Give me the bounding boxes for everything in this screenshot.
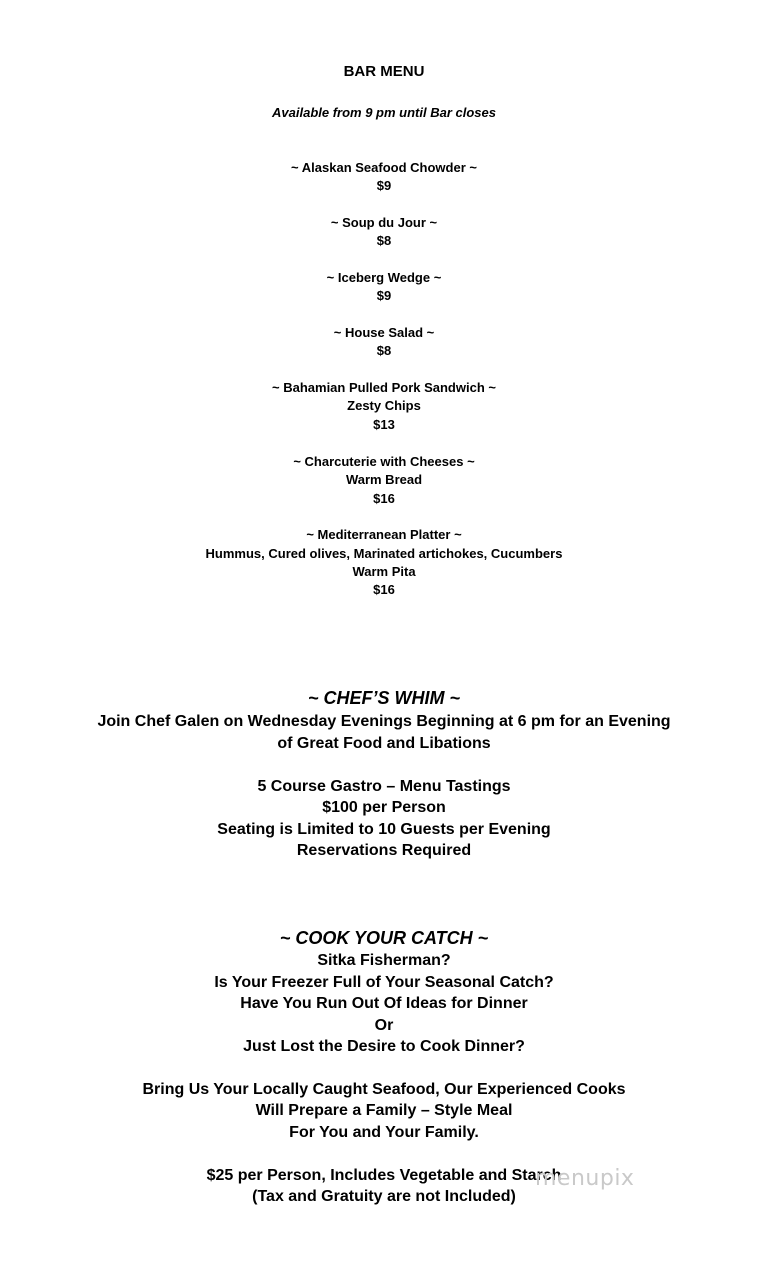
cook-your-catch-offer: Bring Us Your Locally Caught Seafood, Our Experienced Cooks <box>142 1081 626 1098</box>
cook-your-catch-question: Or <box>374 1017 394 1034</box>
chefs-whim-intro: Join Chef Galen on Wednesday Evenings Beginning at 6 pm for an Evening <box>97 713 671 730</box>
cook-your-catch-offer: For You and Your Family. <box>289 1124 479 1141</box>
menu-item-price: $16 <box>373 491 395 506</box>
chefs-whim-detail: Reservations Required <box>296 842 472 859</box>
cook-your-catch-question: Sitka Fisherman? <box>317 952 451 969</box>
menu-item-price: $9 <box>376 178 392 193</box>
menu-item-price: $8 <box>376 343 392 358</box>
menu-item-name: ~ Alaskan Seafood Chowder ~ <box>291 160 477 175</box>
chefs-whim-intro: of Great Food and Libations <box>277 735 491 752</box>
menupix-watermark: menupix <box>535 1166 635 1191</box>
menu-item-name: ~ House Salad ~ <box>333 325 435 340</box>
chefs-whim-detail: 5 Course Gastro – Menu Tastings <box>257 778 511 795</box>
menu-item-detail: Hummus, Cured olives, Marinated artichokes, Cucumbers <box>205 546 563 561</box>
cook-your-catch-question: Have You Run Out Of Ideas for Dinner <box>240 995 528 1012</box>
chefs-whim-detail: Seating is Limited to 10 Guests per Evening <box>217 821 551 838</box>
menu-item-price: $9 <box>376 288 392 303</box>
menu-item-name: ~ Soup du Jour ~ <box>330 215 438 230</box>
menu-item-price: $16 <box>373 582 395 597</box>
menu-item-price: $13 <box>373 417 395 432</box>
menu-item-detail: Zesty Chips <box>347 398 421 413</box>
menu-item-price: $8 <box>376 233 392 248</box>
menu-item-name: ~ Bahamian Pulled Pork Sandwich ~ <box>272 380 496 395</box>
cook-your-catch-question: Is Your Freezer Full of Your Seasonal Catch? <box>214 974 554 991</box>
menu-item-name: ~ Mediterranean Platter ~ <box>306 527 462 542</box>
cook-your-catch-pricing: (Tax and Gratuity are not Included) <box>252 1188 516 1205</box>
bar-menu-title: BAR MENU <box>343 63 425 80</box>
menu-item-name: ~ Charcuterie with Cheeses ~ <box>293 454 475 469</box>
cook-your-catch-question: Just Lost the Desire to Cook Dinner? <box>243 1038 525 1055</box>
bar-menu-availability: Available from 9 pm until Bar closes <box>272 105 496 120</box>
menu-item-detail: Warm Bread <box>345 472 423 487</box>
chefs-whim-title: ~ CHEF’S WHIM ~ <box>307 688 460 708</box>
cook-your-catch-pricing: $25 per Person, Includes Vegetable and Starch <box>206 1167 562 1184</box>
cook-your-catch-offer: Will Prepare a Family – Style Meal <box>255 1102 513 1119</box>
menu-item-detail: Warm Pita <box>352 564 416 579</box>
chefs-whim-detail: $100 per Person <box>322 799 446 816</box>
cook-your-catch-title: ~ COOK YOUR CATCH ~ <box>279 928 489 948</box>
menu-item-name: ~ Iceberg Wedge ~ <box>326 270 442 285</box>
